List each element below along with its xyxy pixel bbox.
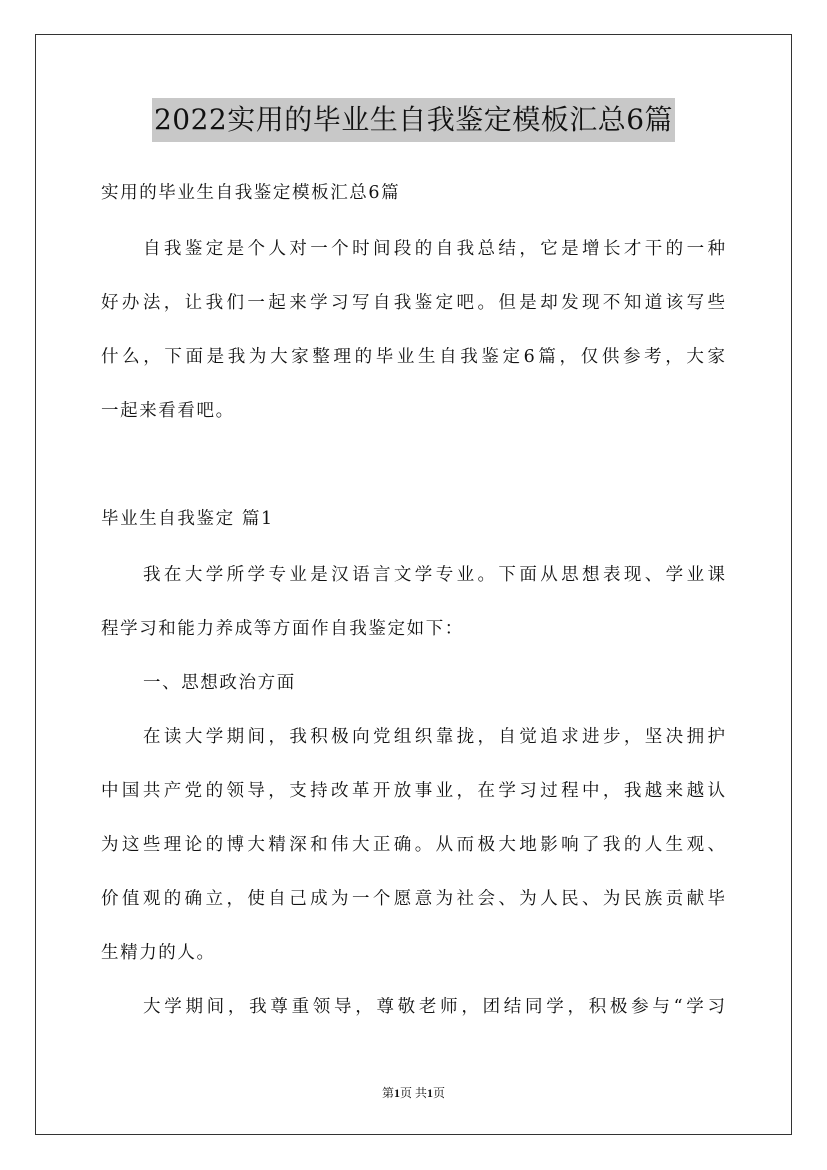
subsection-heading: 一、思想政治方面 [143, 673, 296, 693]
paragraph-line: 自我鉴定是个人对一个时间段的自我总结，它是增长才干的一种 [143, 239, 725, 259]
footer-current-page: 1 [393, 1086, 400, 1100]
footer-mid: 页 共 [399, 1086, 427, 1100]
paragraph-line: 大学期间，我尊重领导，尊敬老师，团结同学，积极参与“学习 [143, 997, 725, 1017]
paragraph-line: 什么，下面是我为大家整理的毕业生自我鉴定6篇，仅供参考，大家 [101, 347, 725, 367]
paragraph-line: 在读大学期间，我积极向党组织靠拢，自觉追求进步，坚决拥护 [143, 727, 725, 747]
paragraph-line: 生精力的人。 [101, 943, 216, 963]
paragraph-line: 为这些理论的博大精深和伟大正确。从而极大地影响了我的人生观、 [101, 835, 725, 855]
footer-total-pages: 1 [427, 1086, 433, 1100]
page-footer [0, 1084, 827, 1101]
footer-suffix: 页 [433, 1086, 446, 1100]
paragraph-line: 程学习和能力养成等方面作自我鉴定如下： [101, 619, 464, 639]
paragraph-line: 价值观的确立，使自己成为一个愿意为社会、为人民、为民族贡献毕 [101, 889, 725, 909]
footer-prefix: 第 [381, 1086, 394, 1100]
paragraph-line: 一起来看看吧。 [101, 401, 235, 421]
document-title: 2022实用的毕业生自我鉴定模板汇总6篇 [152, 98, 675, 142]
paragraph-line: 我在大学所学专业是汉语言文学专业。下面从思想表现、学业课 [143, 565, 725, 585]
subtitle-line: 实用的毕业生自我鉴定模板汇总6篇 [101, 183, 401, 203]
section-heading: 毕业生自我鉴定 篇1 [101, 509, 274, 529]
paragraph-line: 好办法，让我们一起来学习写自我鉴定吧。但是却发现不知道该写些 [101, 293, 725, 313]
title-block [0, 98, 827, 142]
paragraph-line: 中国共产党的领导，支持改革开放事业，在学习过程中，我越来越认 [101, 781, 725, 801]
